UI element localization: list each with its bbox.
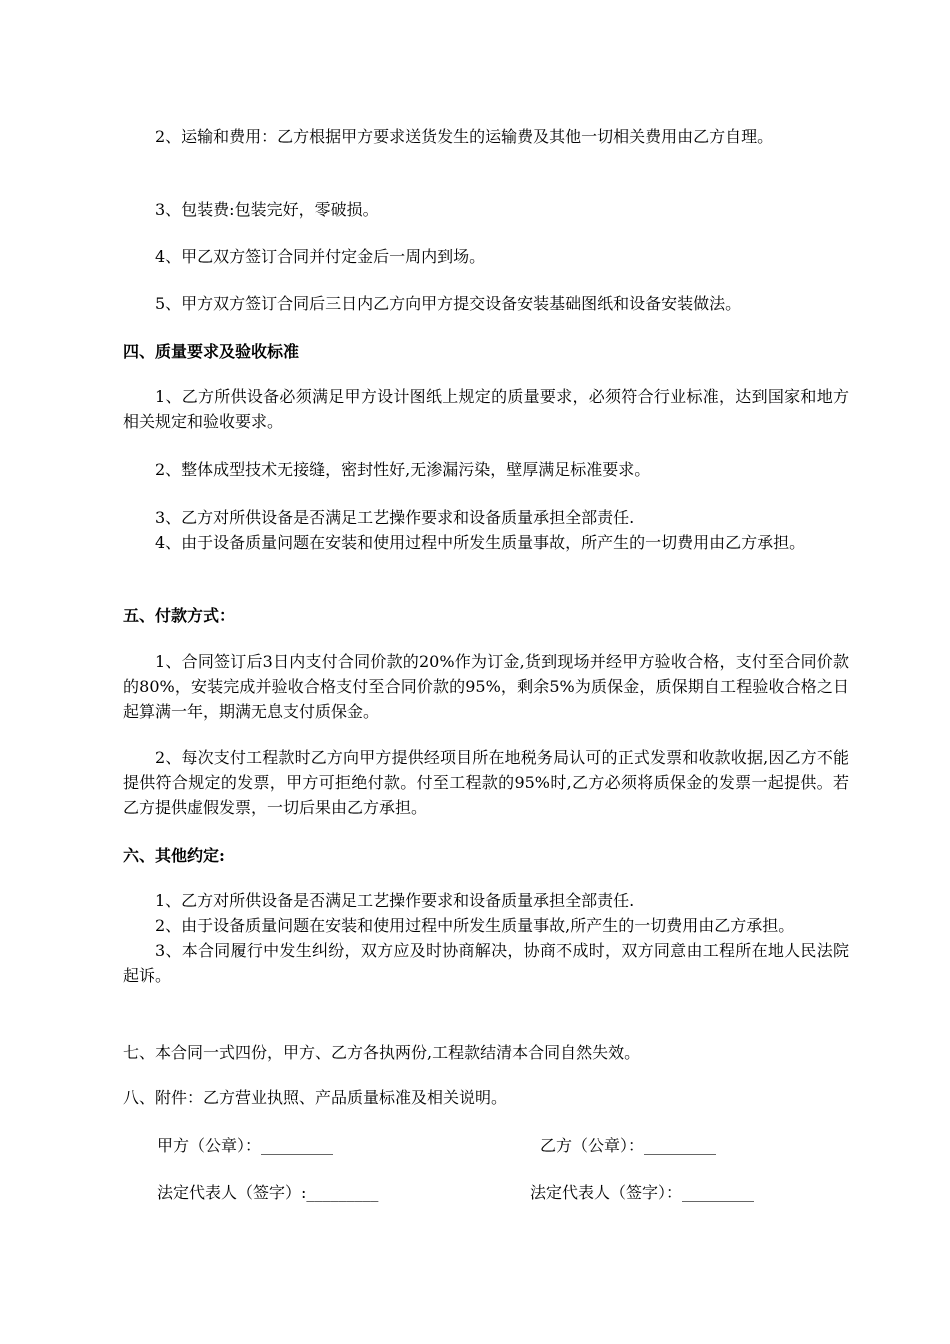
paragraph: 七、本合同一式四份，甲方、乙方各执两份,工程款结清本合同自然失效。 [123, 1043, 641, 1062]
paragraph: 4、甲乙双方签订合同并付定金后一周内到场。 [155, 247, 486, 266]
section3-item-4 [123, 244, 849, 269]
paragraph: 3、乙方对所供设备是否满足工艺操作要求和设备质量承担全部责任. [155, 508, 635, 527]
section3-item-3 [123, 197, 849, 222]
section6-heading: 六、其他约定: [123, 846, 225, 865]
paragraph: 3、包装费:包装完好，零破损。 [155, 200, 379, 219]
paragraph: 5、甲方双方签订合同后三日内乙方向甲方提交设备安装基础图纸和设备安装做法。 [155, 294, 742, 313]
section4-item-2 [123, 457, 849, 482]
paragraph: 2、整体成型技术无接缝，密封性好,无渗漏污染，壁厚满足标准要求。 [155, 460, 651, 479]
section4-item-3-4 [123, 505, 849, 555]
party-a-representative-line: 法定代表人（签字）:_________ [157, 1183, 379, 1202]
party-b-representative-line: 法定代表人（签字）：_________ [530, 1183, 755, 1202]
section3-item-5 [123, 291, 849, 316]
paragraph: 2、由于设备质量问题在安装和使用过程中所发生质量事故,所产生的一切费用由乙方承担。 [155, 916, 795, 935]
paragraph: 1、乙方对所供设备是否满足工艺操作要求和设备质量承担全部责任. [155, 891, 635, 910]
section5-heading: 五、付款方式： [123, 606, 236, 625]
section5-item-2 [123, 745, 849, 820]
section7 [123, 1040, 849, 1065]
section6-items [123, 888, 849, 988]
section4-heading: 四、质量要求及验收标准 [123, 342, 300, 361]
section8 [123, 1085, 849, 1110]
paragraph: 八、附件：乙方营业执照、产品质量标准及相关说明。 [123, 1088, 508, 1107]
paragraph: 2、每次支付工程款时乙方向甲方提供经项目所在地税务局认可的正式发票和收款收据,因乙方不能提供符合规定的发票，甲方可拒绝付款。付至工程款的95%时,乙方必须将质保金的发票一起提供。若乙方提供虚假发票，一切后果由乙方承担。 [123, 748, 849, 817]
party-b-seal-line: 乙方（公章）：_________ [540, 1136, 717, 1155]
paragraph: 2、运输和费用：乙方根据甲方要求送货发生的运输费及其他一切相关费用由乙方自理。 [155, 127, 774, 146]
section4-item-1 [123, 384, 849, 434]
paragraph: 3、本合同履行中发生纠纷，双方应及时协商解决，协商不成时，双方同意由工程所在地人民法院起诉。 [123, 941, 849, 985]
section5-item-1 [123, 649, 849, 724]
party-a-seal-line: 甲方（公章）：_________ [157, 1136, 334, 1155]
section3-item-2 [123, 124, 849, 149]
paragraph: 1、乙方所供设备必须满足甲方设计图纸上规定的质量要求，必须符合行业标准，达到国家和地方相关规定和验收要求。 [123, 387, 849, 431]
paragraph: 4、由于设备质量问题在安装和使用过程中所发生质量事故，所产生的一切费用由乙方承担。 [155, 533, 806, 552]
paragraph: 1、合同签订后3日内支付合同价款的20%作为订金,货到现场并经甲方验收合格，支付至合同价款的80%，安装完成并验收合格支付至合同价款的95%，剩余5%为质保金，质保期自工程验收合格之日起算满一年，期满无息支付质保金。 [123, 652, 849, 721]
